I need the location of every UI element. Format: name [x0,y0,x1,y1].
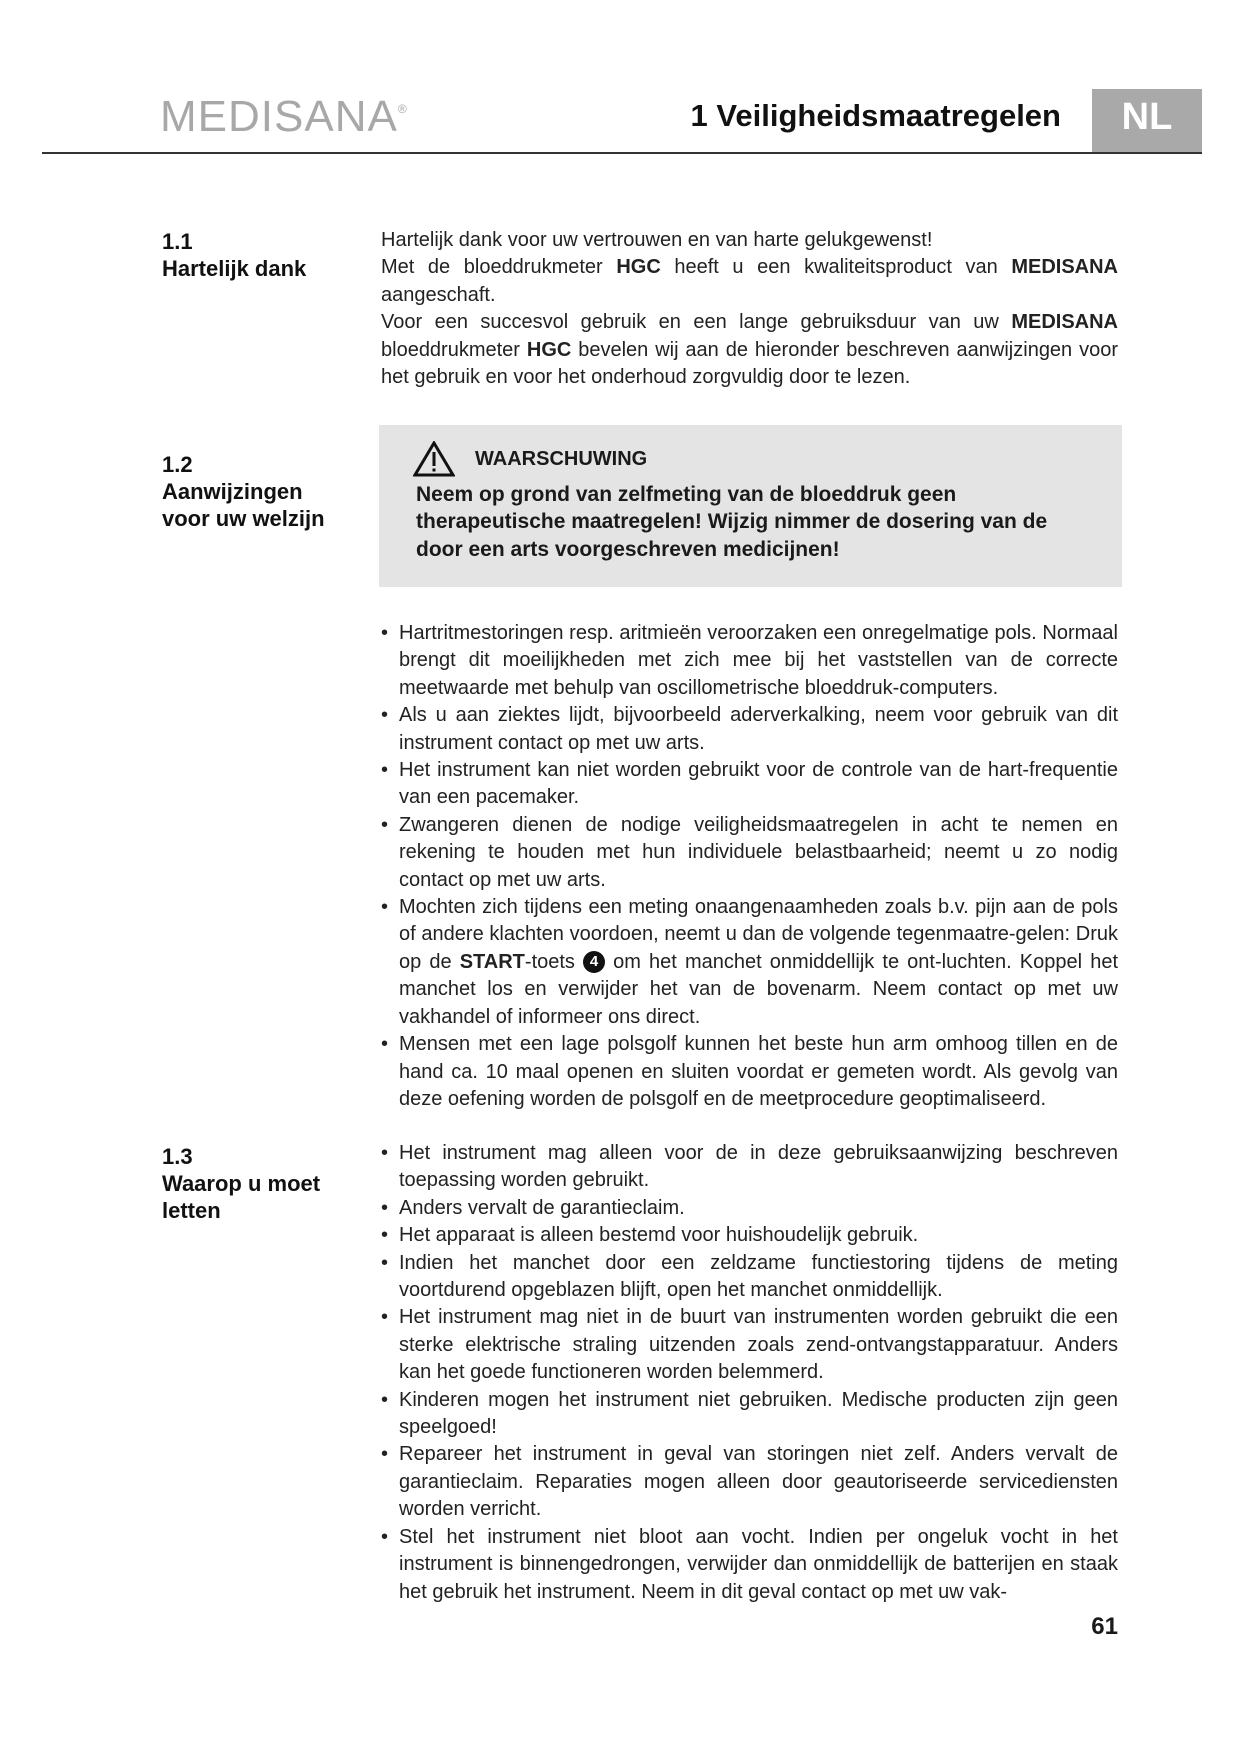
list-item [381,620,1118,702]
list-item [381,1195,1118,1222]
list-item [381,1304,1118,1386]
intro-text [381,227,1118,391]
text: Als u aan ziektes lijdt, bijvoorbeeld aderverkalking, neem voor gebruik van dit instrument contact op met uw arts. [399,704,1118,754]
number-4-circle-icon: 4 [583,951,605,973]
text: Stel het instrument niet bloot aan vocht. Indien per ongeluk vocht in het instrument is binnengedrongen, verwijder dan onmiddellijk de batterijen en staak het gebruik het instrument. Neem in dit geval contact op met uw vak- [399,1525,1118,1603]
warning-heading: WAARSCHUWING [475,447,648,470]
list-item [381,757,1118,812]
list-item [381,1250,1118,1305]
paragraph [381,309,1118,391]
paragraph [381,227,1118,254]
text: bevelen wij aan de hieronder beschreven aanwijzingen voor het gebruik en voor het onderhoud zorgvuldig door te lezen. [381,338,1118,389]
text: Mensen met een lage polsgolf kunnen het beste hun arm omhoog tillen en de hand ca. 10 maal openen en sluiten voordat er gemeten wordt. Als gevolg van deze oefening worden de polsgolf en de meetprocedure geoptimaliseerd. [399,1033,1118,1110]
text: -toets [524,950,584,973]
bold-text: HGC [526,338,572,361]
text: om het manchet onmiddellijk te ont-luchten. Koppel het manchet los en verwijder het van de bovenarm. Neem contact op met uw vakhandel of informeer ons direct. [399,950,1118,1028]
list-item [381,894,1118,1031]
list-item [381,1140,1118,1195]
list-item [381,1222,1118,1249]
warning-triangle-icon [413,441,455,477]
text: Mochten zich tijdens een meting onaangenaamheden zoals b.v. pijn aan de pols of andere klachten voordoen, neemt u dan de volgende tegenmaatre-gelen: Druk op de [399,896,1118,973]
text: Voor een succesvol gebruik en een lange gebruiksduur van uw [381,311,1012,334]
text: Hartritmestoringen resp. aritmieën veroorzaken een onregelmatige pols. Normaal brengt dit moeilijkheden met zich mee bij het vaststellen van de correcte meetwaarde met behulp van oscillometrische bloeddruk-computers. [399,622,1118,699]
header-divider [42,152,1202,154]
page-number: 61 [1091,1613,1118,1640]
bold-text: MEDISANA [1011,311,1118,334]
text: Zwangeren dienen de nodige veiligheidsmaatregelen in acht te nemen en rekening te houden met hun individuele belastbaarheid; neemt u zo nodig contact op met uw arts. [399,813,1118,891]
page-title: 1 Veiligheidsmaatregelen [690,98,1061,133]
text: Hartelijk dank voor uw vertrouwen en van harte gelukgewenst! [381,229,933,251]
section-heading-1-1: 1.1 Hartelijk dank [162,229,307,281]
bullets-1-2 [381,620,1118,1113]
text: Kinderen mogen het instrument niet gebruiken. Medische producten zijn geen speelgoed! [399,1388,1118,1439]
text: Het instrument mag alleen voor de in deze gebruiksaanwijzing beschreven toepassing worden gebruikt. [399,1142,1118,1192]
text: bloeddrukmeter [381,338,527,361]
bullets-1-3 [381,1140,1118,1606]
text: Met de bloeddrukmeter [381,256,617,279]
text: aangeschaft. [381,283,496,306]
medisana-logo: MEDISANA® [160,92,408,141]
text: heeft u een kwaliteitsproduct van [660,256,1012,279]
list-item [381,1031,1118,1113]
warning-text: Neem op grond van zelfmeting van de bloeddruk geen therapeutische maatregelen! Wijzig nimmer de dosering van de door een arts voorgeschreven medicijnen! [416,483,1048,561]
list-item [381,1387,1118,1442]
text: Het instrument kan niet worden gebruikt voor de controle van de hart-frequentie van een pacemaker. [399,759,1118,809]
language-tab: NL [1092,89,1202,153]
text: Anders vervalt de garantieclaim. [399,1196,685,1219]
list-item [381,1441,1118,1523]
section-heading-1-3: 1.3 Waarop u moet letten [162,1144,321,1223]
paragraph [381,254,1118,309]
text: Indien het manchet door een zeldzame functiestoring tijdens de meting voortdurend opgeblazen blijft, open het manchet onmiddellijk. [399,1251,1118,1302]
list-item [381,702,1118,757]
bold-text: MEDISANA [1011,256,1118,279]
list-item [381,812,1118,894]
bold-text: START [459,950,525,973]
bold-text: HGC [616,256,661,279]
warning-box [379,425,1122,587]
section-heading-1-2: 1.2 Aanwijzingen voor uw welzijn [162,452,325,531]
list-item [381,1524,1118,1606]
text: Repareer het instrument in geval van storingen niet zelf. Anders vervalt de garantieclaim. Reparaties mogen alleen door geautoriseerde servicediensten worden verricht. [399,1443,1118,1521]
text: Het apparaat is alleen bestemd voor huishoudelijk gebruik. [399,1224,919,1247]
text: Het instrument mag niet in de buurt van instrumenten worden gebruikt die een sterke elektrische straling uitzenden zoals zend-ontvangstapparatuur. Anders kan het goede functioneren worden belemmerd. [399,1306,1118,1384]
